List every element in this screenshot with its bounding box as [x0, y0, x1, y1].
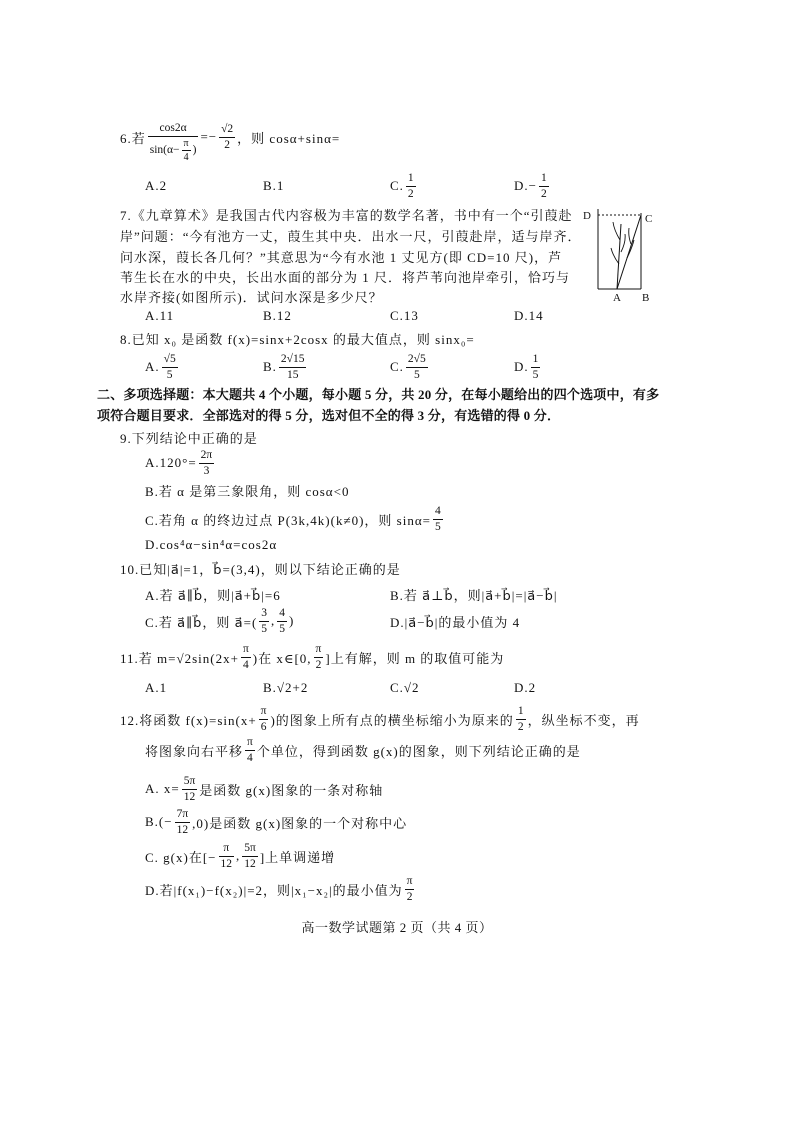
- q6-option-a: [145, 171, 167, 201]
- q12-option-c-fraction-1: [219, 842, 235, 871]
- q11-stem-fraction-1: [241, 643, 251, 672]
- q12-option-c-denominator-2: 12: [244, 857, 256, 870]
- q9-option-a-numerator: 2π: [199, 449, 215, 464]
- q6-suffix: ，则 cosα+sinα=: [237, 130, 341, 146]
- q12-option-c-denominator-1: 12: [220, 857, 232, 870]
- q10-option-c-numerator-1: 3: [259, 607, 269, 622]
- q6-option-a-text: A.2: [145, 178, 168, 193]
- q8-option-a-denominator: 5: [166, 368, 173, 381]
- q10-option-c-fraction-1: [259, 607, 269, 636]
- q12-line-1-mid: )的图象上所有点的横坐标缩小为原来的: [270, 712, 514, 728]
- q9-option-a-denominator: 3: [203, 464, 210, 477]
- q12-option-b-fraction: [175, 808, 191, 837]
- q12-line-1-denominator-1: 6: [260, 720, 267, 733]
- q6-rhs-fraction: [219, 123, 235, 152]
- question-6-stem: [120, 112, 340, 162]
- q12-stem-line-2: [145, 735, 581, 765]
- q10-option-b: [390, 579, 557, 609]
- q7-line-4-text: 苇生长在水的中央，长出水面的部分为 1 尺．将芦苇向池岸牵引，恰巧与: [120, 269, 571, 285]
- q9-option-c-numerator: 4: [433, 505, 443, 520]
- q7-option-d-text: D.14: [514, 308, 544, 323]
- q6-den-inner-fraction: [182, 138, 191, 163]
- figure-label-a: A: [613, 292, 621, 304]
- q12-option-c: [145, 841, 335, 871]
- q6-option-d-denominator: 2: [540, 187, 547, 200]
- q6-lhs-numerator: cos2α: [148, 111, 199, 137]
- q9-stem-text: 9.下列结论中正确的是: [120, 430, 258, 446]
- q12-option-d-numerator: π: [405, 875, 415, 890]
- q12-line-1-fraction-2: [516, 705, 526, 734]
- q12-option-c-numerator-1: π: [219, 842, 235, 857]
- q11-stem-denominator-2: 2: [315, 658, 322, 671]
- q8-option-c-denominator: 5: [413, 368, 420, 381]
- q12-option-a: [145, 774, 383, 804]
- q6-lhs-denominator: [148, 137, 199, 163]
- q12-line-1-pre: 12.将函数 f(x)=sin(x+: [120, 712, 257, 728]
- q12-option-c-fraction-2: [242, 842, 258, 871]
- q6-option-c: [390, 171, 418, 201]
- q11-stem-numerator-1: π: [241, 643, 251, 658]
- q8-option-d-label: D.: [514, 359, 529, 374]
- q6-den-pre: sin(α−: [149, 144, 180, 156]
- q11-stem-post: ]上有解，则 m 的取值可能为: [325, 650, 505, 666]
- q6-lhs-fraction: [148, 111, 199, 163]
- q10-option-a-text: A.若 a⃗∥b⃗，则|a⃗+b⃗|=6: [145, 587, 281, 603]
- q9-option-c-text: C.若角 α 的终边过点 P(3k,4k)(k≠0)，则 sinα=: [145, 512, 431, 528]
- q7-line-5-text: 水岸齐接(如图所示)．试问水深是多少尺？: [120, 289, 383, 305]
- q8-option-a-label: A.: [145, 359, 160, 374]
- q12-stem-line-1: [120, 704, 640, 734]
- q7-option-d: [514, 301, 544, 331]
- q8-option-c-label: C.: [390, 359, 404, 374]
- q12-line-2-pre: 将图象向右平移: [145, 743, 244, 759]
- q10-option-c-mid: ,: [271, 613, 276, 628]
- page-footer-text: 高一数学试题第 2 页（共 4 页）: [301, 919, 493, 935]
- q12-option-b-numerator: 7π: [175, 808, 191, 823]
- q9-option-a: [145, 448, 216, 478]
- q7-line-2-text: 岸”问题：“今有池方一丈，葭生其中央．出水一尺，引葭赴岸，适与岸齐．: [120, 228, 582, 244]
- q9-option-b-text: B.若 α 是第三象限角，则 cosα<0: [145, 483, 350, 499]
- q8-option-b-label: B.: [263, 359, 277, 374]
- q9-option-a-fraction: [199, 449, 215, 478]
- page-footer: [0, 911, 794, 941]
- q6-option-c-numerator: 1: [406, 172, 416, 187]
- reed-leaves: [611, 222, 634, 264]
- q8-option-a-numerator: √5: [162, 353, 178, 368]
- q12-option-c-pre: C. g(x)在[−: [145, 849, 217, 865]
- q6-den-inner-numerator: π: [183, 138, 189, 149]
- q11-stem-denominator-1: 4: [242, 658, 249, 671]
- q9-option-a-label: A.120°=: [145, 455, 197, 470]
- q6-rhs-numerator: √2: [219, 123, 235, 138]
- q6-rhs-denominator: 2: [224, 138, 231, 151]
- q7-option-b-text: B.12: [263, 308, 292, 323]
- q6-option-b-text: B.1: [263, 178, 285, 193]
- q12-option-a-post: 是函数 g(x)图象的一条对称轴: [199, 782, 384, 798]
- q11-stem-mid: )在 x∈[0,: [252, 650, 312, 666]
- q12-option-a-denominator: 12: [183, 790, 196, 803]
- q11-option-b-text: B.√2+2: [263, 680, 309, 695]
- q6-den-post: ): [192, 144, 197, 156]
- q12-option-b-post: ,0)是函数 g(x)图象的一个对称中心: [192, 815, 408, 831]
- q9-option-b: [145, 475, 349, 505]
- q8-option-b-denominator: 15: [286, 368, 299, 381]
- figure-label-d: D: [583, 210, 591, 222]
- q8-stem: [120, 323, 475, 353]
- q12-line-1-denominator-2: 2: [517, 720, 524, 733]
- q10-option-c-denominator-2: 5: [279, 622, 286, 635]
- section-2-heading-line-2-text: 项符合题目要求．全部选对的得 5 分，选对但不全的得 3 分，有选错的得 0 分．: [97, 407, 561, 423]
- q6-den-inner-denominator: 4: [183, 152, 189, 163]
- q12-option-c-numerator-2: 5π: [242, 842, 258, 857]
- q12-line-2-denominator: 4: [247, 751, 253, 764]
- figure-label-c: C: [645, 213, 653, 225]
- q8-option-d-denominator: 5: [532, 368, 539, 381]
- q12-line-2-numerator: π: [245, 736, 255, 751]
- q6-option-c-denominator: 2: [407, 187, 414, 200]
- q11-option-a: [145, 673, 167, 703]
- q11-stem-fraction-2: [314, 643, 324, 672]
- q6-option-d-numerator: 1: [539, 172, 549, 187]
- q12-line-2-post: 个单位，得到函数 g(x)的图象，则下列结论正确的是: [256, 743, 581, 759]
- q6-prefix: 6.若: [120, 130, 146, 146]
- q10-option-a: [145, 579, 281, 609]
- q12-line-1-numerator-2: 1: [516, 705, 526, 720]
- q12-line-1-post: ，纵坐标不变，再: [527, 712, 640, 728]
- q10-option-c-pre: C.若 a⃗∥b⃗，则 a⃗=(: [145, 614, 258, 630]
- q8-option-c-numerator: 2√5: [406, 353, 428, 368]
- section-2-heading-line-1-text: 二、多项选择题：本大题共 4 个小题，每小题 5 分，共 20 分，在每小题给出的四个选项中，有多: [97, 386, 660, 402]
- q11-stem-pre: 11.若 m=√2sin(2x+: [120, 650, 239, 666]
- q11-stem: [120, 642, 504, 672]
- q6-option-c-label: C.: [390, 178, 404, 193]
- q8-stem-text: 8.已知 x₀ 是函数 f(x)=sinx+2cosx 的最大值点，则 sinx₀=: [120, 331, 475, 347]
- q6-option-d-fraction: [539, 172, 549, 201]
- q7-line-3-text: 问水深，葭长各几何？”其意思为“今有水池 1 丈见方(即 CD=10 尺)，芦: [120, 249, 563, 265]
- q10-stem-text: 10.已知|a⃗|=1，b⃗=(3,4)，则以下结论正确的是: [120, 561, 401, 577]
- q11-option-a-text: A.1: [145, 680, 168, 695]
- q8-option-d-numerator: 1: [531, 353, 541, 368]
- q10-option-b-text: B.若 a⃗⊥b⃗，则|a⃗+b⃗|=|a⃗−b⃗|: [390, 587, 558, 603]
- q10-option-c-post: ): [289, 613, 295, 628]
- q9-option-d-text: D.cos⁴α−sin⁴α=cos2α: [145, 537, 278, 552]
- q12-option-c-post: ]上单调递增: [259, 849, 336, 865]
- pond-reed-figure: [578, 200, 668, 305]
- q12-option-d: [145, 874, 416, 904]
- q12-option-d-pre: D.若|f(x₁)−f(x₂)|=2，则|x₁−x₂|的最小值为: [145, 882, 403, 898]
- q12-option-d-denominator: 2: [406, 890, 413, 903]
- q12-option-d-fraction: [405, 875, 415, 904]
- q9-option-c-fraction: [433, 505, 443, 534]
- q9-option-c-denominator: 5: [434, 520, 441, 533]
- q12-option-b-pre: B.(−: [145, 814, 173, 829]
- q10-option-d: [390, 606, 520, 636]
- q6-option-c-fraction: [406, 172, 416, 201]
- q12-option-a-fraction: [182, 775, 198, 804]
- q10-option-c-numerator-2: 4: [277, 607, 287, 622]
- q11-option-c-text: C.√2: [390, 680, 420, 695]
- q6-option-d-label: D.−: [514, 178, 537, 193]
- q7-option-a-text: A.11: [145, 308, 175, 323]
- q11-option-c: [390, 673, 420, 703]
- q11-option-b: [263, 673, 308, 703]
- q6-option-d: [514, 171, 551, 201]
- q12-option-a-pre: A. x=: [145, 781, 180, 796]
- q11-stem-numerator-2: π: [314, 643, 324, 658]
- q6-option-b: [263, 171, 284, 201]
- q12-line-2-fraction: [245, 736, 255, 765]
- q12-option-c-mid: ,: [236, 848, 241, 863]
- q6-equals: =−: [200, 129, 218, 144]
- q7-option-c-text: C.13: [390, 308, 419, 323]
- q10-option-c-fraction-2: [277, 607, 287, 636]
- q12-option-a-numerator: 5π: [182, 775, 198, 790]
- q12-option-b: [145, 807, 407, 837]
- figure-label-b: B: [642, 292, 650, 304]
- q12-line-1-numerator-1: π: [259, 705, 269, 720]
- q7-line-1-text: 7.《九章算术》是我国古代内容极为丰富的数学名著，书中有一个“引葭赴: [120, 207, 573, 223]
- q10-option-d-text: D.|a⃗−b⃗|的最小值为 4: [390, 614, 521, 630]
- q12-line-1-fraction-1: [259, 705, 269, 734]
- q11-option-d: [514, 673, 536, 703]
- q10-option-c: [145, 606, 294, 636]
- q12-option-b-denominator: 12: [176, 823, 189, 836]
- q8-option-b-numerator: 2√15: [279, 353, 307, 368]
- q10-option-c-denominator-1: 5: [261, 622, 268, 635]
- q11-option-d-text: D.2: [514, 680, 537, 695]
